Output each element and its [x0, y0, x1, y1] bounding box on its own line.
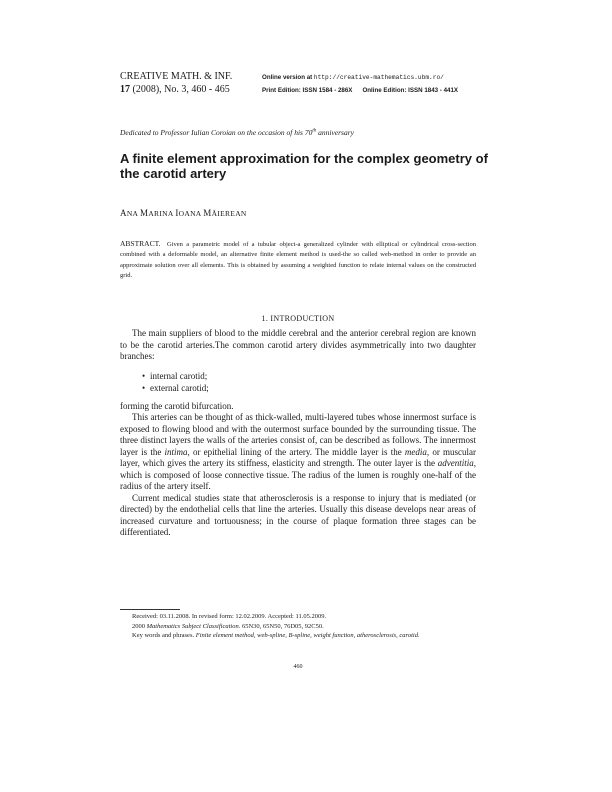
- issn-line: [262, 84, 458, 97]
- paragraph: forming the carotid bifurcation.: [120, 400, 234, 411]
- term-adventitia: adventitia: [437, 458, 474, 468]
- term-intima: intima: [164, 446, 188, 457]
- body-text: [120, 328, 476, 539]
- author-rest: OANA: [178, 209, 204, 218]
- author-rest: ĂIEREAN: [211, 209, 247, 218]
- section-number: 1.: [261, 314, 271, 323]
- author-initial: I: [175, 208, 179, 218]
- paragraph: The main suppliers of blood to the middle cerebral and the anterior cerebral region are known to be the carotid arteries.The common carotid artery divides asymmetrically into two daughter branches:: [120, 328, 476, 361]
- paragraph: Current medical studies state that atherosclerosis is a response to injury that is mediated (or directed) by the endothelial cells that line the arteries. Usually this disease develops near areas of increased curvature and tortuousness; in the course of plaque formation three stages can be differentiated.: [120, 492, 476, 537]
- text-run: , or muscular layer, which gives the artery its stiffness, elasticity and strength. The outer layer is the: [120, 446, 476, 468]
- dedication: [120, 128, 354, 137]
- keywords-line: [120, 631, 476, 641]
- text-run: , or epithelial lining of the artery. The middle layer is the: [187, 446, 405, 457]
- author: [120, 208, 247, 218]
- volume-info: [120, 83, 232, 96]
- paper-title: A finite element approximation for the complex geometry of the carotid artery: [120, 151, 488, 181]
- msc-label: Mathematics Subject Classification.: [146, 622, 241, 630]
- term-media: media: [404, 446, 427, 457]
- edition-info: [262, 71, 458, 97]
- dedication-text: Dedicated to Professor Iulian Coroian on the occasion of his 70: [120, 128, 313, 137]
- list-item: [142, 370, 476, 382]
- online-label: Online version at: [262, 74, 314, 81]
- footnotes: [120, 612, 476, 641]
- bullet-icon: •: [142, 382, 146, 393]
- abstract: [120, 239, 476, 281]
- list-item-text: external carotid;: [150, 382, 209, 393]
- author-rest: NA: [126, 209, 141, 218]
- author-initial: M: [140, 208, 149, 218]
- msc-codes: 65N30, 65N50, 76D05, 92C50.: [240, 622, 324, 630]
- section-title: INTRODUCTION: [270, 314, 335, 323]
- msc-prefix: 2000: [132, 622, 147, 630]
- author-rest: ARINA: [148, 209, 176, 218]
- author-initial: A: [120, 208, 127, 218]
- dedication-sup: th: [312, 128, 317, 134]
- bullet-icon: •: [142, 370, 146, 381]
- abstract-text: Given a parametric model of a tubular object-a generalized cylinder with elliptical or cylindrical cross-section combined with a deformable model, an alternative finite element method is used-the so called web-method in order to provide an approximate solution over all elements. This is obtained by assuming a weighted function to relate internal values on the constructed grid.: [120, 241, 476, 279]
- online-issn: Online Edition: ISSN 1843 - 441X: [362, 87, 459, 94]
- author-initial: M: [203, 208, 212, 218]
- online-url[interactable]: http://creative-mathematics.ubm.ro/: [313, 74, 444, 81]
- received-dates: Received: 03.11.2008. In revised form: 12.02.2009. Accepted: 11.05.2009.: [132, 613, 327, 620]
- dedication-suffix: anniversary: [316, 128, 354, 137]
- keywords-text: Finite element method, web-spline, B-spline, weight function, atherosclerosis, carotid.: [194, 632, 420, 639]
- bullet-list: [120, 370, 476, 394]
- volume-number: 17: [120, 84, 130, 95]
- volume-details: (2008), No. 3, 460 - 465: [130, 84, 230, 95]
- msc-line: [120, 622, 476, 632]
- journal-header: [120, 70, 232, 96]
- journal-name: CREATIVE MATH. & INF.: [120, 71, 233, 82]
- keywords-label: Key words and phrases.: [132, 632, 195, 639]
- list-item-text: internal carotid;: [150, 370, 208, 381]
- text-run: This arteries can be thought of as thick-walled, multi-layered tubes whose innermost surface is exposed to flowing blood and with the outermost surface bounded by the surrounding tissue. The three distinct layers the walls of the arteries consist of, can be described as follows. The innermost layer is the: [120, 412, 476, 457]
- footnote-rule: [120, 609, 180, 610]
- text-run: , which is composed of loose connective tissue. The radius of the lumen is roughly one-half of the radius of the artery itself.: [120, 458, 476, 491]
- print-issn: Print Edition: ISSN 1584 - 286X: [262, 87, 353, 94]
- abstract-label: ABSTRACT.: [120, 239, 161, 248]
- page-number: 460: [293, 664, 303, 670]
- list-item: [142, 382, 476, 394]
- paragraph: [120, 412, 476, 493]
- section-heading: [120, 314, 476, 323]
- online-version: [262, 71, 458, 84]
